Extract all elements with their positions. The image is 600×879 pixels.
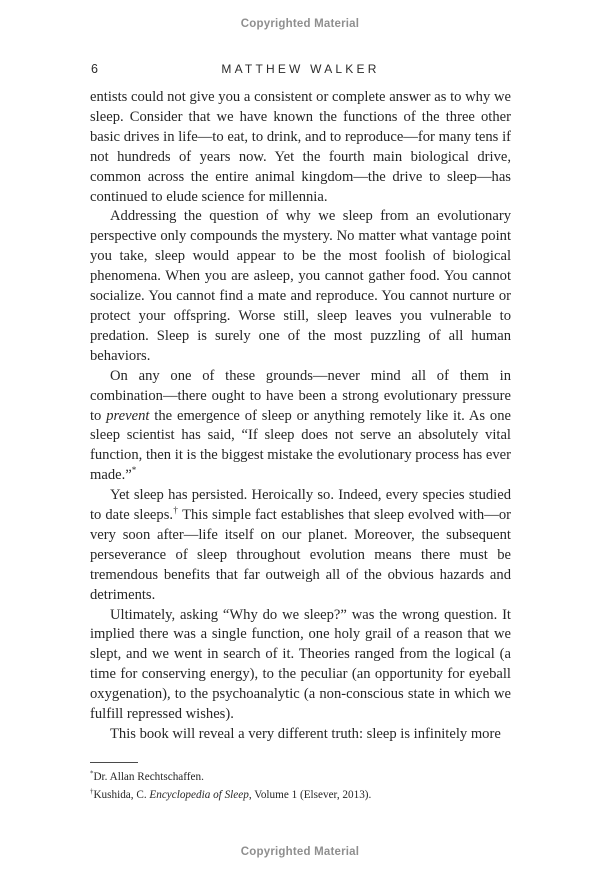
footnotes-list [90,768,510,804]
copyright-banner-top: Copyrighted Material [240,18,360,30]
body-paragraph: Yet sleep has persisted. Heroically so. Indeed, every species studied to date sleeps.† This simple fact establishes that sleep evolved with—or very soon after—life itself on our planet. Moreover, the subsequent perseverance of sleep throughout evolution means there must be tremendous benefits that far outweigh all of the obvious hazards and detriments. [90,487,511,603]
body-paragraph: Addressing the question of why we sleep from an evolutionary perspective only compounds the mystery. No matter what vantage point you take, sleep would appear to be the most foolish of biological phenomena. When you are asleep, you cannot gather food. You cannot socialize. You cannot find a mate and reproduce. You cannot nurture or protect your offspring. Worse still, sleep leaves you vulnerable to predation. Sleep is surely one of the most puzzling of all human behaviors. [90,208,511,364]
body-paragraph: This book will reveal a very different truth: sleep is infinitely more [110,726,501,742]
body-paragraph: Ultimately, asking “Why do we sleep?” was the wrong question. It implied there was a single function, one holy grail of a reason that we slept, and we went in search of it. Theories ranged from the logical (a time for conserving energy), to the peculiar (an opportunity for eyeball oxygenation), to the psychoanalytic (a non-conscious state in which we fulfill repressed wishes). [90,606,511,723]
body-paragraph: entists could not give you a consistent or complete answer as to why we sleep. Consider that we have known the functions of the three other basic drives in life—to eat, to drink, and to reproduce—for many tens if not hundreds of years now. Yet the fourth main biological drive, common across the entire animal kingdom—the drive to sleep—has continued to elude science for millennia. [90,89,511,205]
running-head-author: MATTHEW WALKER [221,62,380,76]
copyright-banner-bottom: Copyrighted Material [240,846,360,858]
footnote: *Dr. Allan Rechtschaffen. [90,769,204,783]
footnotes [90,762,510,804]
footnote-divider [90,762,138,763]
page-number: 6 [91,62,99,76]
body-text [90,88,511,745]
page-header [90,62,511,78]
footnote: †Kushida, C. Encyclopedia of Sleep, Volume 1 (Elsever, 2013). [90,787,372,801]
body-paragraph: On any one of these grounds—never mind all of them in combination—there ought to have been a strong evolutionary pressure to prevent the emergence of sleep or anything remotely like it. As one sleep scientist has said, “If sleep does not serve an absolutely vital function, then it is the biggest mistake the evolutionary process has ever made.”* [90,367,511,484]
